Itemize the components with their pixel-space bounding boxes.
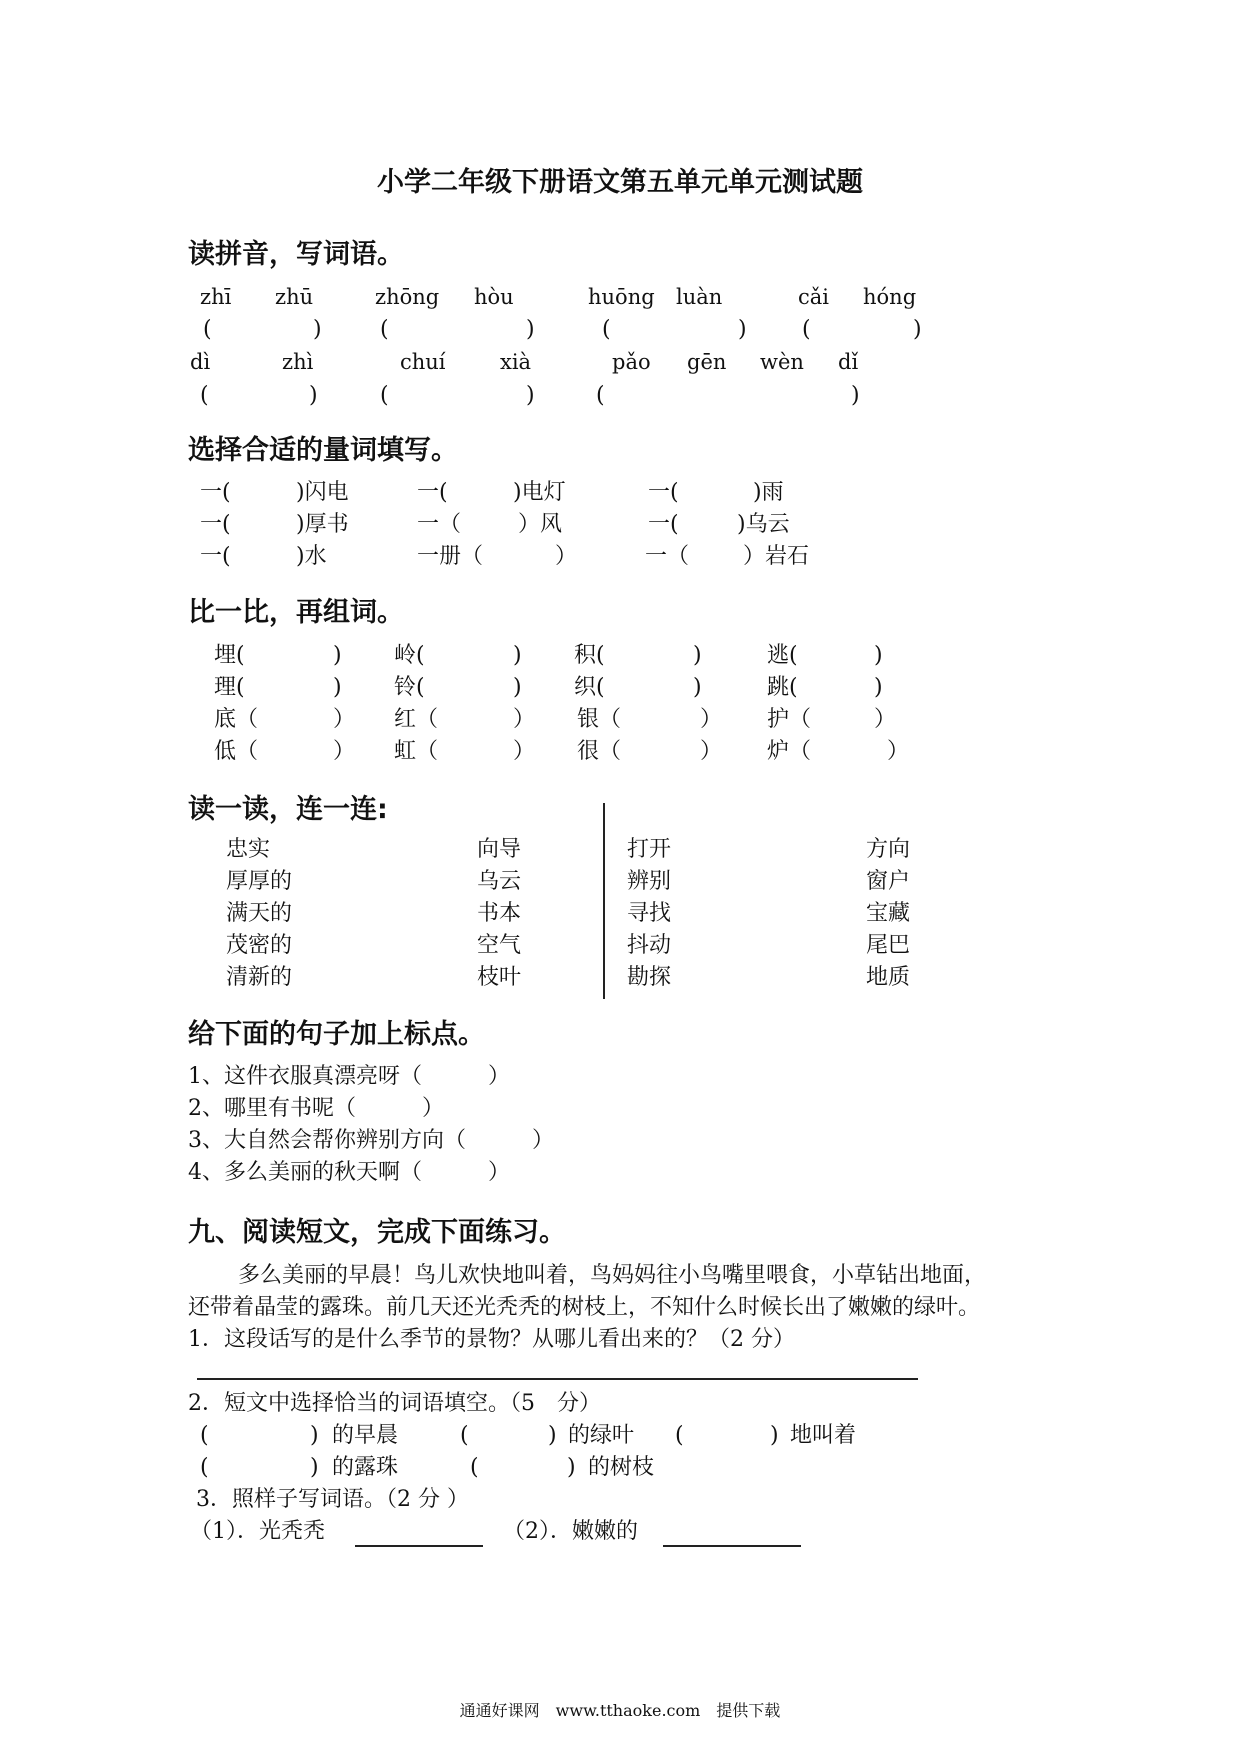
compare-char: 岭( <box>394 643 425 668</box>
pinyin: zhì <box>282 350 314 374</box>
compare-char: 低（ <box>214 739 259 764</box>
compare-bracket: ) <box>333 675 342 700</box>
section-match-heading: 读一读，连一连: <box>188 794 388 825</box>
answer-bracket-close: ) <box>526 317 535 342</box>
compare-char: 跳( <box>767 675 798 700</box>
match-item: 方向 <box>866 837 911 862</box>
compare-char: 逃( <box>767 643 798 668</box>
measure-word-blank: 一( <box>200 544 231 569</box>
answer-line <box>355 1545 483 1547</box>
answer-bracket-close: ) <box>309 383 318 408</box>
compare-bracket: ） <box>887 739 910 764</box>
blank-bracket: ) <box>310 1423 319 1448</box>
measure-word-blank: 一( <box>648 512 679 537</box>
passage-line: 多么美丽的早晨！鸟儿欢快地叫着，鸟妈妈往小鸟嘴里喂食，小草钻出地面， <box>238 1263 987 1288</box>
pinyin: huōng <box>588 285 655 309</box>
measure-word-noun: ）岩石 <box>743 544 810 569</box>
example-1: （1）．光秃秃 <box>190 1519 325 1544</box>
blank-suffix: 地叫着 <box>790 1423 857 1448</box>
question-2: 2．短文中选择恰当的词语填空。（5 分） <box>188 1391 601 1416</box>
column-divider <box>603 803 605 999</box>
compare-char: 红（ <box>394 707 439 732</box>
pinyin: zhōng <box>375 285 440 309</box>
match-item: 厚厚的 <box>226 869 293 894</box>
measure-word-blank: 一（ <box>645 544 690 569</box>
compare-char: 很（ <box>577 739 622 764</box>
question-1: 1．这段话写的是什么季节的景物？从哪儿看出来的？（2 分） <box>188 1327 795 1352</box>
punctuation-item: 1、这件衣服真漂亮呀（ ） <box>188 1064 510 1089</box>
match-item: 枝叶 <box>477 965 522 990</box>
match-item: 乌云 <box>477 869 522 894</box>
pinyin: zhī <box>200 285 232 309</box>
blank-bracket: ) <box>310 1455 319 1480</box>
pinyin: gēn <box>687 350 727 374</box>
compare-char: 理( <box>214 675 245 700</box>
compare-bracket: ） <box>333 739 356 764</box>
match-item: 书本 <box>477 901 522 926</box>
measure-word-blank: 一( <box>200 480 231 505</box>
match-item: 茂密的 <box>226 933 293 958</box>
blank-bracket: ( <box>200 1455 209 1480</box>
match-item: 辨别 <box>627 869 672 894</box>
answer-bracket-open: ( <box>802 317 811 342</box>
compare-bracket: ） <box>333 707 356 732</box>
answer-bracket-open: ( <box>380 383 389 408</box>
compare-char: 埋( <box>214 643 245 668</box>
pinyin: hóng <box>863 285 917 309</box>
pinyin: zhū <box>275 285 314 309</box>
answer-bracket-open: ( <box>602 317 611 342</box>
blank-bracket: ( <box>200 1423 209 1448</box>
measure-word-noun: ）风 <box>518 512 563 537</box>
blank-bracket: ) <box>548 1423 557 1448</box>
match-item: 宝藏 <box>866 901 911 926</box>
compare-char: 虹（ <box>394 739 439 764</box>
compare-char: 织( <box>574 675 605 700</box>
compare-bracket: ) <box>333 643 342 668</box>
section-pinyin-heading: 读拼音，写词语。 <box>188 239 404 270</box>
measure-word-noun: )雨 <box>753 480 784 505</box>
match-item: 空气 <box>477 933 522 958</box>
compare-bracket: ） <box>700 739 723 764</box>
match-item: 抖动 <box>627 933 672 958</box>
answer-bracket-open: ( <box>203 317 212 342</box>
measure-word-noun: ） <box>555 544 578 569</box>
compare-char: 护（ <box>767 707 812 732</box>
compare-bracket: ) <box>513 675 522 700</box>
compare-bracket: ) <box>693 675 702 700</box>
answer-bracket-close: ) <box>313 317 322 342</box>
answer-bracket-open: ( <box>380 317 389 342</box>
measure-word-noun: )水 <box>296 544 327 569</box>
footer-source: 通通好课网 www.tthaoke.com 提供下载 <box>459 1701 781 1720</box>
blank-bracket: ) <box>770 1423 779 1448</box>
blank-suffix: 的早晨 <box>332 1423 399 1448</box>
answer-bracket-open: ( <box>200 383 209 408</box>
blank-bracket: ) <box>567 1455 576 1480</box>
answer-line <box>663 1545 801 1547</box>
measure-word-noun: )电灯 <box>513 480 566 505</box>
section-punctuation-heading: 给下面的句子加上标点。 <box>188 1019 485 1050</box>
measure-word-blank: 一册（ <box>417 544 484 569</box>
match-item: 尾巴 <box>866 933 911 958</box>
compare-bracket: ) <box>693 643 702 668</box>
match-item: 寻找 <box>627 901 672 926</box>
compare-char: 银（ <box>577 707 622 732</box>
match-item: 忠实 <box>226 837 271 862</box>
punctuation-item: 4、多么美丽的秋天啊（ ） <box>188 1160 510 1185</box>
compare-bracket: ） <box>700 707 723 732</box>
compare-bracket: ) <box>874 675 883 700</box>
answer-bracket-open: ( <box>596 383 605 408</box>
pinyin: xià <box>500 350 532 374</box>
match-item: 清新的 <box>226 965 293 990</box>
compare-bracket: ) <box>513 643 522 668</box>
blank-bracket: ( <box>460 1423 469 1448</box>
measure-word-noun: )厚书 <box>296 512 349 537</box>
answer-line <box>197 1378 918 1380</box>
compare-bracket: ） <box>513 739 536 764</box>
section-reading-heading: 九、阅读短文，完成下面练习。 <box>188 1217 566 1248</box>
compare-char: 炉（ <box>767 739 812 764</box>
section-measure-words-heading: 选择合适的量词填写。 <box>188 435 458 466</box>
match-item: 打开 <box>627 837 672 862</box>
compare-bracket: ） <box>513 707 536 732</box>
compare-bracket: ） <box>874 707 897 732</box>
section-compare-heading: 比一比，再组词。 <box>188 597 404 628</box>
measure-word-noun: )乌云 <box>737 512 790 537</box>
answer-bracket-close: ) <box>526 383 535 408</box>
answer-bracket-close: ) <box>913 317 922 342</box>
measure-word-blank: 一（ <box>417 512 462 537</box>
blank-suffix: 的树枝 <box>588 1455 655 1480</box>
blank-suffix: 的露珠 <box>332 1455 399 1480</box>
page-title: 小学二年级下册语文第五单元单元测试题 <box>377 167 863 198</box>
passage-line: 还带着晶莹的露珠。前几天还光秃秃的树枝上，不知什么时候长出了嫩嫩的绿叶。 <box>188 1295 981 1320</box>
match-item: 向导 <box>477 837 522 862</box>
compare-bracket: ) <box>874 643 883 668</box>
pinyin: cǎi <box>798 285 829 309</box>
answer-bracket-close: ) <box>738 317 747 342</box>
question-3: 3．照样子写词语。（2 分 ） <box>196 1487 469 1512</box>
match-item: 地质 <box>866 965 911 990</box>
measure-word-noun: )闪电 <box>296 480 349 505</box>
punctuation-item: 2、哪里有书呢（ ） <box>188 1096 444 1121</box>
pinyin: wèn <box>760 350 804 374</box>
compare-char: 底（ <box>214 707 259 732</box>
compare-char: 铃( <box>394 675 425 700</box>
measure-word-blank: 一( <box>648 480 679 505</box>
pinyin: chuí <box>400 350 446 374</box>
blank-suffix: 的绿叶 <box>568 1423 635 1448</box>
blank-bracket: ( <box>470 1455 479 1480</box>
pinyin: dì <box>190 350 211 374</box>
pinyin: pǎo <box>612 350 651 374</box>
answer-bracket-close: ) <box>851 383 860 408</box>
match-item: 满天的 <box>226 901 293 926</box>
pinyin: dǐ <box>838 350 859 374</box>
example-2: （2）．嫩嫩的 <box>503 1519 638 1544</box>
pinyin: luàn <box>676 285 723 309</box>
match-item: 勘探 <box>627 965 672 990</box>
compare-char: 积( <box>574 643 605 668</box>
measure-word-blank: 一( <box>200 512 231 537</box>
blank-bracket: ( <box>675 1423 684 1448</box>
pinyin: hòu <box>474 285 514 309</box>
match-item: 窗户 <box>866 869 911 894</box>
punctuation-item: 3、大自然会帮你辨别方向（ ） <box>188 1128 554 1153</box>
measure-word-blank: 一( <box>417 480 448 505</box>
